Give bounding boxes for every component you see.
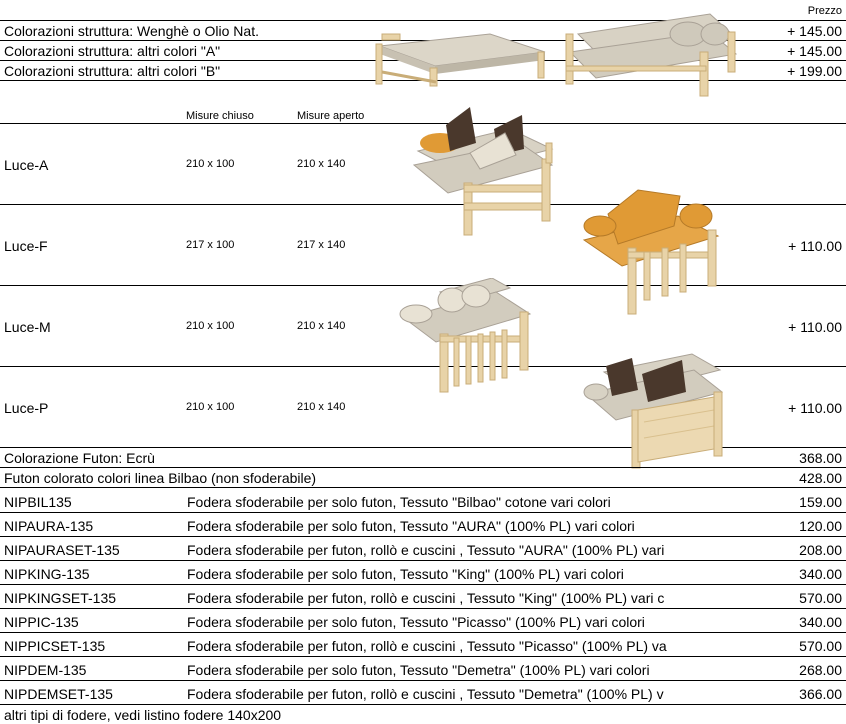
model-closed-size: 210 x 100 bbox=[186, 401, 235, 413]
column-header-open: Misure aperto bbox=[297, 110, 365, 122]
price-header: Prezzo bbox=[807, 5, 842, 17]
cover-price: 208.00 bbox=[799, 542, 842, 558]
futon-label: Colorazione Futon: Ecrù bbox=[4, 450, 155, 466]
model-open-size: 210 x 140 bbox=[297, 158, 346, 170]
cover-code: NIPPICSET-135 bbox=[4, 638, 106, 654]
cover-description: Fodera sfoderabile per futon, rollò e cuscini , Tessuto "Demetra" (100% PL) v bbox=[187, 686, 664, 702]
model-open-size: 210 x 140 bbox=[297, 320, 346, 332]
coloration-label-2: Colorazioni struttura: altri colori "A" bbox=[4, 43, 221, 59]
model-name: Luce-M bbox=[4, 319, 51, 335]
cover-description: Fodera sfoderabile per futon, rollò e cuscini , Tessuto "Picasso" (100% PL) va bbox=[187, 638, 667, 654]
cover-description: Fodera sfoderabile per solo futon, Tessuto "Picasso" (100% PL) vari colori bbox=[187, 614, 645, 630]
cover-description: Fodera sfoderabile per solo futon, Tessuto "Demetra" (100% PL) vari colori bbox=[187, 662, 650, 678]
model-price: + 110.00 bbox=[788, 400, 842, 416]
divider bbox=[0, 467, 846, 468]
model-open-size: 217 x 140 bbox=[297, 239, 346, 251]
cover-code: NIPAURASET-135 bbox=[4, 542, 120, 558]
divider bbox=[0, 704, 846, 705]
coloration-price-3: + 199.00 bbox=[787, 63, 842, 79]
luce-a-sofa-image bbox=[410, 103, 560, 238]
cover-description: Fodera sfoderabile per futon, rollò e cuscini , Tessuto "King" (100% PL) vari c bbox=[187, 590, 665, 606]
coloration-price-2: + 145.00 bbox=[787, 43, 842, 59]
column-header-closed: Misure chiuso bbox=[186, 110, 254, 122]
coloration-price-1: + 145.00 bbox=[787, 23, 842, 39]
divider bbox=[0, 536, 846, 537]
cover-code: NIPKING-135 bbox=[4, 566, 90, 582]
cover-code: NIPDEM-135 bbox=[4, 662, 87, 678]
model-closed-size: 210 x 100 bbox=[186, 158, 235, 170]
model-name: Luce-P bbox=[4, 400, 49, 416]
cover-price: 340.00 bbox=[799, 566, 842, 582]
cover-price: 159.00 bbox=[799, 494, 842, 510]
luce-m-sofa-image bbox=[396, 278, 536, 396]
model-price: + 110.00 bbox=[788, 238, 842, 254]
luce-f-sofa-image bbox=[578, 186, 723, 318]
divider bbox=[0, 680, 846, 681]
divider bbox=[0, 608, 846, 609]
coloration-label-3: Colorazioni struttura: altri colori "B" bbox=[4, 63, 221, 79]
model-name: Luce-F bbox=[4, 238, 48, 254]
cover-price: 340.00 bbox=[799, 614, 842, 630]
luce-p-sofa-image bbox=[582, 352, 732, 472]
cover-description: Fodera sfoderabile per solo futon, Tessuto "Bilbao" cotone vari colori bbox=[187, 494, 611, 510]
cover-price: 268.00 bbox=[799, 662, 842, 678]
cover-code: NIPBIL135 bbox=[4, 494, 72, 510]
model-closed-size: 210 x 100 bbox=[186, 320, 235, 332]
model-closed-size: 217 x 100 bbox=[186, 239, 235, 251]
futon-price: 368.00 bbox=[799, 450, 842, 466]
cover-price: 366.00 bbox=[799, 686, 842, 702]
footer-note: altri tipi di fodere, vedi listino fodere 140x200 bbox=[4, 707, 282, 723]
cover-code: NIPKINGSET-135 bbox=[4, 590, 117, 606]
futon-bed-image bbox=[370, 24, 550, 88]
cover-code: NIPAURA-135 bbox=[4, 518, 94, 534]
futon-label: Futon colorato colori linea Bilbao (non sfoderabile) bbox=[4, 470, 317, 486]
divider bbox=[0, 584, 846, 585]
futon-sofa-image bbox=[560, 4, 740, 98]
cover-price: 120.00 bbox=[799, 518, 842, 534]
divider bbox=[0, 512, 846, 513]
divider bbox=[0, 632, 846, 633]
cover-code: NIPDEMSET-135 bbox=[4, 686, 113, 702]
futon-price: 428.00 bbox=[799, 470, 842, 486]
coloration-label-1: Colorazioni struttura: Wenghè o Olio Nat. bbox=[4, 23, 259, 39]
divider bbox=[0, 487, 846, 488]
model-name: Luce-A bbox=[4, 157, 49, 173]
model-price: + 110.00 bbox=[788, 319, 842, 335]
model-open-size: 210 x 140 bbox=[297, 401, 346, 413]
cover-description: Fodera sfoderabile per solo futon, Tessuto "AURA" (100% PL) vari colori bbox=[187, 518, 635, 534]
cover-description: Fodera sfoderabile per solo futon, Tessuto "King" (100% PL) vari colori bbox=[187, 566, 624, 582]
cover-code: NIPPIC-135 bbox=[4, 614, 79, 630]
divider bbox=[0, 560, 846, 561]
cover-description: Fodera sfoderabile per futon, rollò e cuscini , Tessuto "AURA" (100% PL) vari bbox=[187, 542, 665, 558]
cover-price: 570.00 bbox=[799, 590, 842, 606]
divider bbox=[0, 656, 846, 657]
cover-price: 570.00 bbox=[799, 638, 842, 654]
